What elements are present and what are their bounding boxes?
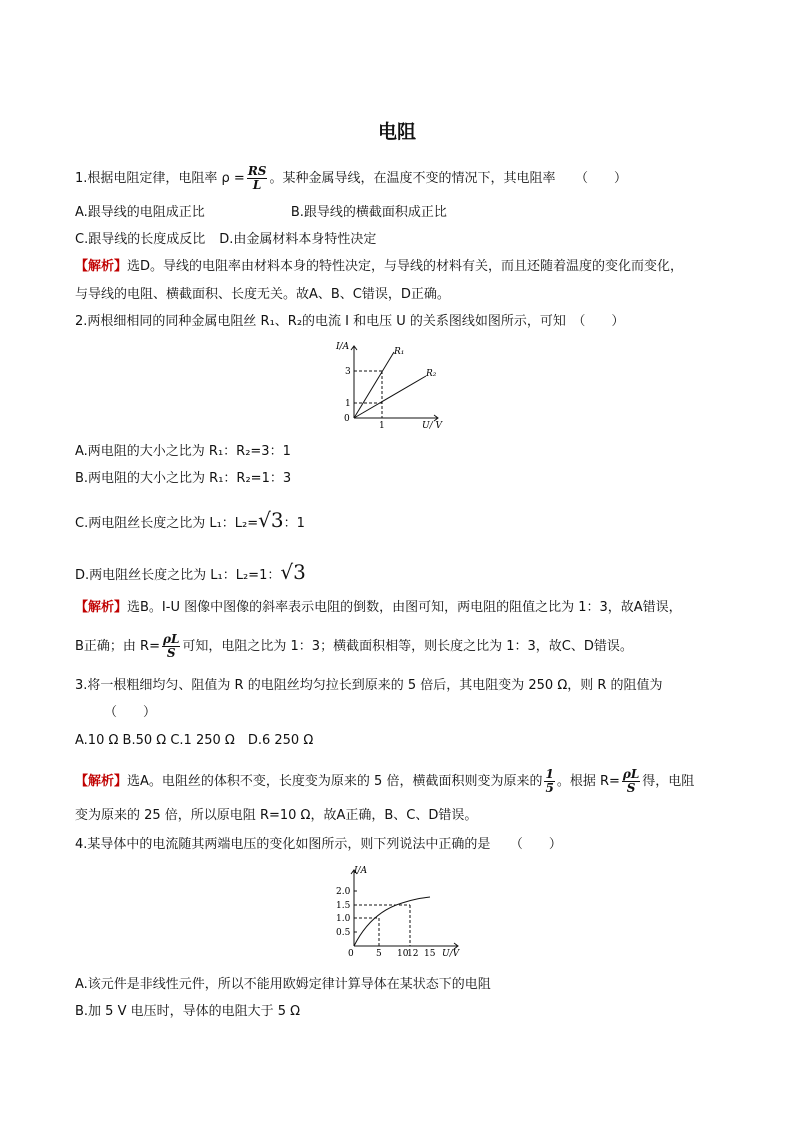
q4-xtick: 10 [397, 949, 409, 959]
q1-options-ab [75, 203, 447, 223]
page-title: 电阻 [377, 121, 416, 143]
q1-option-d: D.由金属材料本身特性决定 [219, 232, 377, 247]
q4-ytick: 1.0 [336, 914, 351, 924]
r1-label: R₁ [394, 347, 405, 357]
q1-option-c: C.跟导线的长度成反比 [75, 232, 206, 247]
q4-option-b: B.加 5 V 电压时，导体的电阻大于 5 Ω [75, 1004, 301, 1019]
q3-analysis-1: 【解析】选A。电阻丝的体积不变，长度变为原来的 5 倍，横截面积则变为原来的 $\frac{1}{5}$ 。根据 R= $\frac{\rho L}{S}$ 得，电阻 [75, 767, 695, 795]
q4-curve [354, 897, 430, 946]
q2-option-d: D.两电阻丝长度之比为 L₁：L₂=1：√3 [75, 560, 306, 584]
q2-ytick: 3 [345, 367, 351, 377]
q4-ytick: 2.0 [336, 887, 351, 897]
q1-fraction: $\frac{RS}{L}$ [247, 164, 267, 192]
q2-option-b: B.两电阻的大小之比为 R₁：R₂=1：3 [75, 471, 292, 486]
q3-options: A.10 Ω B.50 Ω C.1 250 Ω D.6 250 Ω [75, 733, 314, 748]
q2-iu-graph [330, 340, 450, 432]
q1-analysis-2: 与导线的电阻、横截面积、长度无关。故A、B、C错误，D正确。 [75, 287, 450, 302]
q2-stem: 2.两根细相同的同种金属电阻丝 R₁、R₂的电流 I 和电压 U 的关系图线如图所示，可知 （ ） [75, 314, 625, 329]
r1-line [354, 352, 394, 418]
q4-xtick: 12 [407, 949, 419, 959]
q2-option-c: C.两电阻丝长度之比为 L₁：L₂=√3：1 [75, 508, 305, 532]
q3-stem-2: （ ） [104, 705, 157, 720]
q1-option-b: B.跟导线的横截面积成正比 [290, 205, 447, 220]
r2-label: R₂ [426, 369, 437, 379]
q2-ylabel: I/A [336, 342, 350, 352]
q2-xlabel: U/ V [422, 421, 442, 431]
svg-text:0: 0 [344, 414, 350, 424]
q2-analysis-2: B正确；由 R= $\frac{\rho L}{S}$ 可知，电阻之比为 1：3；横截面积相等，则长度之比为 1：3，故C、D错误。 [75, 632, 633, 660]
q4-xlabel: U/V [442, 949, 460, 959]
q1-analysis-1: 【解析】选D。导线的电阻率由材料本身的特性决定，与导线的材料有关，而且还随着温度的变化而变化， [75, 259, 684, 274]
q2-analysis-1: 【解析】选B。I-U 图像中图像的斜率表示电阻的倒数，由图可知，两电阻的阻值之比为 1：3，故A错误， [75, 600, 682, 615]
q3-analysis-2: 变为原来的 25 倍，所以原电阻 R=10 Ω，故A正确，B、C、D错误。 [75, 808, 478, 823]
q4-option-a: A.该元件是非线性元件，所以不能用欧姆定律计算导体在某状态下的电阻 [75, 977, 491, 992]
q1-options-cd [75, 230, 376, 250]
q2-ytick: 1 [345, 399, 351, 409]
q4-xtick: 15 [424, 949, 436, 959]
q4-ylabel: I/A [354, 866, 368, 876]
q1-option-a: A.跟导线的电阻成正比 [75, 205, 205, 220]
q4-ytick: 0.5 [336, 928, 351, 938]
q2-option-a: A.两电阻的大小之比为 R₁：R₂=3：1 [75, 444, 291, 459]
q1-stem: 1.根据电阻定律，电阻率 ρ = $\frac{RS}{L}$ 。某种金属导线，在温度不变的情况下，其电阻率 （ ） [75, 164, 627, 192]
q4-xtick: 5 [376, 949, 382, 959]
q2-xtick: 1 [379, 421, 385, 431]
svg-text:0: 0 [348, 949, 354, 959]
q3-stem: 3.将一根粗细均匀、阻值为 R 的电阻丝均匀拉长到原来的 5 倍后，其电阻变为 250 Ω，则 R 的阻值为 [75, 678, 663, 693]
q4-ytick: 1.5 [336, 901, 351, 911]
r2-line [354, 376, 426, 418]
q4-stem: 4.某导体中的电流随其两端电压的变化如图所示，则下列说法中正确的是 （ ） [75, 837, 562, 852]
q4-iu-graph [318, 864, 468, 962]
